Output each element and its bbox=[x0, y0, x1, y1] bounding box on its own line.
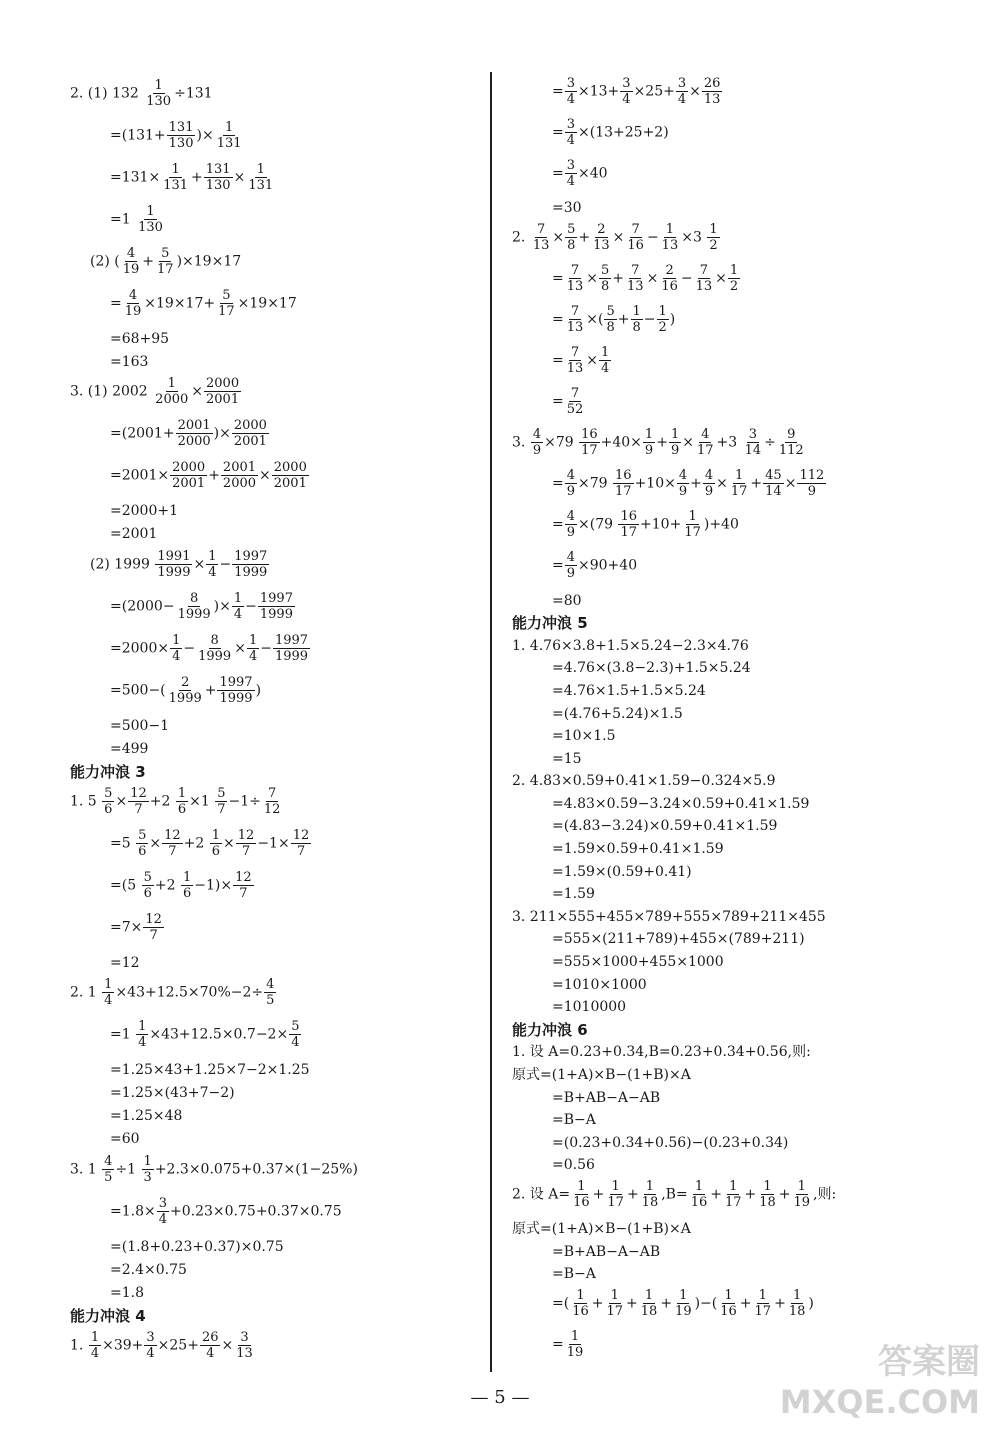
math-line: =B−A bbox=[552, 1112, 596, 1129]
fraction: $\frac{3}{14}$ bbox=[744, 427, 762, 459]
math-line: = $\frac{3}{4}$ ×(13+25+2) bbox=[552, 117, 669, 149]
fraction: $\frac{1}{17}$ bbox=[607, 1178, 624, 1210]
fraction: $\frac{1}{4}$ bbox=[172, 632, 181, 664]
fraction: $\frac{16}{17}$ bbox=[620, 509, 638, 541]
fraction: $\frac{3}{4}$ bbox=[622, 76, 631, 107]
fraction: $\frac{1}{17}$ bbox=[754, 1287, 772, 1319]
fraction: $\frac{1}{2000}$ bbox=[155, 376, 189, 408]
fraction: $\frac{1}{4}$ bbox=[138, 1019, 147, 1051]
math-line: =80 bbox=[552, 592, 582, 609]
fraction: $\frac{112}{9}$ bbox=[799, 468, 825, 500]
fraction: $\frac{4}{5}$ bbox=[266, 977, 275, 1009]
math-line: =60 bbox=[110, 1131, 140, 1148]
fraction: $\frac{8}{1999}$ bbox=[177, 590, 211, 622]
fraction: $\frac{1}{19}$ bbox=[566, 1328, 584, 1360]
fraction: $\frac{1}{13}$ bbox=[661, 221, 679, 253]
fraction: $\frac{1}{131}$ bbox=[248, 162, 274, 194]
fraction: $\frac{1}{16}$ bbox=[572, 1287, 589, 1319]
math-line: =0.56 bbox=[552, 1157, 595, 1174]
fraction: $\frac{2}{13}$ bbox=[593, 221, 610, 253]
fraction: $\frac{5}{6}$ bbox=[104, 785, 113, 817]
math-line: =(0.23+0.34+0.56)−(0.23+0.34) bbox=[552, 1134, 789, 1151]
fraction: $\frac{1991}{1999}$ bbox=[157, 548, 191, 580]
fraction: $\frac{1997}{1999}$ bbox=[274, 632, 309, 664]
fraction: $\frac{131}{130}$ bbox=[205, 162, 231, 194]
fraction: $\frac{2000}{2001}$ bbox=[273, 460, 307, 492]
math-line: 3. (1) 2002 $\frac{1}{2000}$ × $\frac{2000}{2001}$ bbox=[70, 376, 240, 408]
math-line: =1.59×(0.59+0.41) bbox=[552, 863, 692, 880]
fraction: $\frac{9}{112}$ bbox=[778, 427, 804, 459]
fraction: $\frac{7}{52}$ bbox=[566, 386, 584, 418]
math-line: =1.25×48 bbox=[110, 1108, 183, 1125]
math-line: = $\frac{3}{4}$ ×40 bbox=[552, 158, 608, 190]
math-line: =2000+1 bbox=[110, 503, 178, 520]
fraction: $\frac{4}{19}$ bbox=[124, 288, 142, 320]
fraction: $\frac{7}{13}$ bbox=[566, 303, 584, 335]
math-line: =2.4×0.75 bbox=[110, 1261, 187, 1278]
fraction: $\frac{4}{9}$ bbox=[566, 550, 576, 582]
fraction: $\frac{12}{7}$ bbox=[292, 827, 310, 859]
math-line: =15 bbox=[552, 750, 582, 767]
fraction: $\frac{5}{8}$ bbox=[567, 221, 576, 253]
fraction: $\frac{1}{16}$ bbox=[690, 1178, 708, 1210]
fraction: $\frac{5}{4}$ bbox=[291, 1019, 300, 1051]
math-line: =1 $\frac{1}{4}$ ×43+12.5×0.7−2× $\frac{5}{4}$ bbox=[110, 1019, 300, 1051]
fraction: $\frac{1}{18}$ bbox=[759, 1178, 776, 1210]
math-line: = $\frac{4}{9}$ ×(79 $\frac{16}{17}$ +10+ $\frac{1}{17}$ )+40 bbox=[552, 509, 739, 541]
fraction: $\frac{12}{7}$ bbox=[145, 911, 162, 943]
fraction: $\frac{1}{17}$ bbox=[730, 468, 748, 500]
fraction: $\frac{1}{17}$ bbox=[724, 1178, 742, 1210]
fraction: $\frac{5}{17}$ bbox=[218, 288, 235, 320]
fraction: $\frac{1}{9}$ bbox=[644, 427, 654, 459]
fraction: $\frac{2000}{2001}$ bbox=[172, 460, 206, 492]
math-line: 3. 1 $\frac{4}{5}$ ÷1 $\frac{1}{3}$ +2.3×0.075+0.37×(1−25%) bbox=[70, 1153, 358, 1185]
fraction: $\frac{26}{4}$ bbox=[201, 1329, 219, 1361]
watermark-logo: 答案圈 bbox=[878, 1342, 980, 1382]
fraction: $\frac{1}{4}$ bbox=[90, 1329, 100, 1361]
math-line: =1.59 bbox=[552, 886, 595, 903]
section-heading: 能力冲浪 3 bbox=[70, 762, 146, 781]
fraction: $\frac{1}{18}$ bbox=[640, 1287, 658, 1319]
fraction: $\frac{5}{7}$ bbox=[217, 785, 226, 817]
math-line: 2. 4.83×0.59+0.41×1.59−0.324×5.9 bbox=[512, 773, 776, 790]
fraction: $\frac{1997}{1999}$ bbox=[219, 674, 253, 706]
math-line: =1 $\frac{1}{130}$ bbox=[110, 204, 163, 236]
fraction: $\frac{7}{12}$ bbox=[263, 785, 281, 817]
math-line: 原式=(1+A)×B−(1+B)×A bbox=[512, 1067, 691, 1083]
math-line: 1. $\frac{1}{4}$ ×39+ $\frac{3}{4}$ ×25+ $\frac{26}{4}$ × $\frac{3}{13}$ bbox=[70, 1329, 253, 1361]
math-line: =(5 $\frac{5}{6}$ +2 $\frac{1}{6}$ −1)× $\frac{12}{7}$ bbox=[110, 869, 252, 901]
fraction: $\frac{1}{2}$ bbox=[709, 221, 718, 253]
fraction: $\frac{3}{13}$ bbox=[236, 1329, 253, 1361]
math-line: =4.76×1.5+1.5×5.24 bbox=[552, 682, 706, 699]
fraction: $\frac{2000}{2001}$ bbox=[206, 376, 240, 408]
math-line: 3. 211×555+455×789+555×789+211×455 bbox=[512, 908, 826, 925]
fraction: $\frac{1}{2}$ bbox=[658, 303, 667, 335]
fraction: $\frac{3}{4}$ bbox=[158, 1195, 168, 1227]
math-line: =B+AB−A−AB bbox=[552, 1243, 661, 1260]
math-line: =(2000− $\frac{8}{1999}$ )× $\frac{1}{4}$ − $\frac{1997}{1999}$ bbox=[110, 590, 293, 622]
fraction: $\frac{4}{19}$ bbox=[122, 246, 140, 278]
math-line: =163 bbox=[110, 354, 149, 371]
fraction: $\frac{16}{17}$ bbox=[615, 468, 632, 500]
fraction: $\frac{1}{16}$ bbox=[720, 1287, 737, 1319]
fraction: $\frac{1}{18}$ bbox=[641, 1178, 659, 1210]
math-line: = $\frac{7}{13}$ ×( $\frac{5}{8}$ + $\frac{1}{8}$ − $\frac{1}{2}$ ) bbox=[552, 303, 676, 335]
math-line: =B+AB−A−AB bbox=[552, 1089, 661, 1106]
math-line: 1. 5 $\frac{5}{6}$ × $\frac{12}{7}$ +2 $\frac{1}{6}$ ×1 $\frac{5}{7}$ −1÷ $\frac{7}{12}$ bbox=[70, 785, 281, 817]
fraction: $\frac{1}{4}$ bbox=[233, 590, 243, 622]
math-line: =68+95 bbox=[110, 331, 170, 348]
math-line: =1.8× $\frac{3}{4}$ +0.23×0.75+0.37×0.75 bbox=[110, 1195, 342, 1227]
math-line: =500−( $\frac{2}{1999}$ + $\frac{1997}{1999}$ ) bbox=[110, 674, 262, 706]
fraction: $\frac{5}{6}$ bbox=[138, 827, 147, 859]
math-line: =1.59×0.59+0.41×1.59 bbox=[552, 841, 724, 858]
math-line: = $\frac{4}{9}$ ×79 $\frac{16}{17}$ +10× $\frac{4}{9}$ + $\frac{4}{9}$ × $\frac{1}{17}$ + $\frac{45}{14}$ × $\frac{112}{9}$ bbox=[552, 468, 825, 500]
fraction: $\frac{2}{1999}$ bbox=[168, 674, 202, 706]
fraction: $\frac{2001}{2000}$ bbox=[177, 418, 211, 450]
math-line: =4.76×(3.8−2.3)+1.5×5.24 bbox=[552, 660, 751, 677]
fraction: $\frac{7}{13}$ bbox=[566, 345, 584, 377]
math-line: =(4.76+5.24)×1.5 bbox=[552, 705, 683, 722]
fraction: $\frac{1}{6}$ bbox=[182, 869, 192, 901]
math-line: =B−A bbox=[552, 1266, 596, 1283]
section-heading: 能力冲浪 5 bbox=[512, 614, 588, 633]
fraction: $\frac{5}{8}$ bbox=[601, 262, 610, 294]
math-line: 3. $\frac{4}{9}$ ×79 $\frac{16}{17}$ +40× $\frac{1}{9}$ + $\frac{1}{9}$ × $\frac{4}{17}$ +3 $\frac{3}{14}$ ÷ $\frac{9}{112}$ bbox=[512, 427, 804, 459]
fraction: $\frac{1}{6}$ bbox=[177, 785, 187, 817]
fraction: $\frac{7}{13}$ bbox=[532, 221, 550, 253]
math-line: =499 bbox=[110, 740, 149, 757]
fraction: $\frac{7}{16}$ bbox=[627, 221, 644, 253]
math-line: =30 bbox=[552, 200, 582, 217]
fraction: $\frac{12}{7}$ bbox=[164, 827, 181, 859]
fraction: $\frac{1}{8}$ bbox=[632, 303, 641, 335]
fraction: $\frac{3}{4}$ bbox=[566, 76, 576, 107]
fraction: $\frac{7}{13}$ bbox=[566, 262, 584, 294]
fraction: $\frac{12}{7}$ bbox=[130, 785, 147, 817]
math-line: =(2001+ $\frac{2001}{2000}$ )× $\frac{2000}{2001}$ bbox=[110, 418, 267, 450]
math-line: =555×(211+789)+455×(789+211) bbox=[552, 931, 805, 948]
fraction: $\frac{8}{1999}$ bbox=[198, 632, 232, 664]
math-line: =(1.8+0.23+0.37)×0.75 bbox=[110, 1238, 284, 1255]
math-line: (2) ( $\frac{4}{19}$ + $\frac{5}{17}$ )×19×17 bbox=[90, 246, 242, 278]
fraction: $\frac{1}{6}$ bbox=[211, 827, 221, 859]
math-line: = $\frac{3}{4}$ ×13+ $\frac{3}{4}$ ×25+ $\frac{3}{4}$ × $\frac{26}{13}$ bbox=[552, 76, 721, 107]
math-line: =1010×1000 bbox=[552, 976, 647, 993]
fraction: $\frac{3}{4}$ bbox=[146, 1329, 155, 1361]
fraction: $\frac{7}{13}$ bbox=[627, 262, 644, 294]
fraction: $\frac{1}{18}$ bbox=[788, 1287, 806, 1319]
math-line: =555×1000+455×1000 bbox=[552, 954, 724, 971]
fraction: $\frac{1}{4}$ bbox=[248, 632, 258, 664]
math-line: =5 $\frac{5}{6}$ × $\frac{12}{7}$ +2 $\frac{1}{6}$ × $\frac{12}{7}$ −1× $\frac{12}{7}$ bbox=[110, 827, 310, 859]
math-line: =7× $\frac{12}{7}$ bbox=[110, 911, 162, 943]
math-line: = $\frac{4}{19}$ ×19×17+ $\frac{5}{17}$ ×19×17 bbox=[110, 288, 297, 320]
fraction: $\frac{1}{4}$ bbox=[208, 548, 217, 580]
fraction: $\frac{4}{9}$ bbox=[566, 509, 576, 541]
fraction: $\frac{4}{5}$ bbox=[104, 1153, 113, 1185]
fraction: $\frac{1}{4}$ bbox=[601, 345, 610, 377]
math-line: 1. 设 A=0.23+0.34,B=0.23+0.34+0.56,则: bbox=[512, 1044, 811, 1061]
fraction: $\frac{1}{17}$ bbox=[606, 1287, 624, 1319]
fraction: $\frac{1997}{1999}$ bbox=[259, 590, 293, 622]
math-line: =500−1 bbox=[110, 717, 170, 734]
page-number: — 5 — bbox=[470, 1387, 530, 1408]
math-line: =10×1.5 bbox=[552, 728, 616, 745]
math-line: =1.8 bbox=[110, 1284, 144, 1301]
fraction: $\frac{3}{4}$ bbox=[566, 117, 576, 149]
fraction: $\frac{3}{4}$ bbox=[677, 76, 687, 107]
fraction: $\frac{12}{7}$ bbox=[237, 827, 255, 859]
math-line: 2. 设 A= $\frac{1}{16}$ + $\frac{1}{17}$ + $\frac{1}{18}$ ,B= $\frac{1}{16}$ + $\frac{1}{17}$ + $\frac{1}{18}$ + $\frac{1}{19}$ ,则: bbox=[512, 1178, 837, 1210]
math-line: = $\frac{4}{9}$ ×90+40 bbox=[552, 550, 638, 582]
fraction: $\frac{45}{14}$ bbox=[765, 468, 782, 500]
fraction: $\frac{1}{17}$ bbox=[684, 509, 701, 541]
fraction: $\frac{1}{19}$ bbox=[793, 1178, 811, 1210]
section-heading: 能力冲浪 6 bbox=[512, 1020, 588, 1039]
math-line: 原式=(1+A)×B−(1+B)×A bbox=[512, 1221, 691, 1238]
watermark-url: MXQE.COM bbox=[779, 1383, 980, 1421]
column-divider bbox=[490, 72, 492, 1372]
math-line: =( $\frac{1}{16}$ + $\frac{1}{17}$ + $\frac{1}{18}$ + $\frac{1}{19}$ )−( $\frac{1}{16}$ + $\frac{1}{17}$ + $\frac{1}{18}$ ) bbox=[552, 1287, 814, 1319]
fraction: $\frac{26}{13}$ bbox=[703, 76, 721, 107]
fraction: $\frac{2000}{2001}$ bbox=[233, 418, 267, 450]
fraction: $\frac{5}{6}$ bbox=[143, 869, 152, 901]
fraction: $\frac{7}{13}$ bbox=[695, 262, 713, 294]
fraction: $\frac{1}{19}$ bbox=[675, 1287, 692, 1319]
fraction: $\frac{12}{7}$ bbox=[235, 869, 252, 901]
fraction: $\frac{1}{16}$ bbox=[573, 1178, 590, 1210]
math-line: = $\frac{7}{13}$ × $\frac{1}{4}$ bbox=[552, 345, 610, 377]
fraction: $\frac{131}{130}$ bbox=[168, 120, 194, 151]
fraction: $\frac{4}{17}$ bbox=[696, 427, 714, 459]
section-heading: 能力冲浪 4 bbox=[70, 1306, 146, 1325]
math-line: =1.25×(43+7−2) bbox=[110, 1085, 235, 1102]
fraction: $\frac{5}{8}$ bbox=[606, 303, 615, 335]
math-line: =1010000 bbox=[552, 999, 627, 1016]
fraction: $\frac{1}{3}$ bbox=[143, 1153, 152, 1185]
fraction: $\frac{2001}{2000}$ bbox=[222, 460, 257, 492]
math-line: 2. (1) 132 $\frac{1}{130}$ ÷131 bbox=[70, 78, 213, 109]
fraction: $\frac{4}{9}$ bbox=[566, 468, 576, 500]
math-line: 2. $\frac{7}{13}$ × $\frac{5}{8}$ + $\frac{2}{13}$ × $\frac{7}{16}$ − $\frac{1}{13}$ ×3 $\frac{1}{2}$ bbox=[512, 221, 718, 253]
fraction: $\frac{4}{9}$ bbox=[532, 427, 542, 459]
math-line: =4.83×0.59−3.24×0.59+0.41×1.59 bbox=[552, 795, 810, 812]
math-line: = $\frac{7}{13}$ × $\frac{5}{8}$ + $\frac{7}{13}$ × $\frac{2}{16}$ − $\frac{7}{13}$ × $\frac{1}{2}$ bbox=[552, 262, 739, 294]
math-line: =(131+ $\frac{131}{130}$ )× $\frac{1}{131}$ bbox=[110, 120, 242, 151]
fraction: $\frac{4}{9}$ bbox=[678, 468, 688, 500]
fraction: $\frac{2}{16}$ bbox=[661, 262, 678, 294]
math-line: 1. 4.76×3.8+1.5×5.24−2.3×4.76 bbox=[512, 637, 749, 654]
math-line: (2) 1999 $\frac{1991}{1999}$ × $\frac{1}{4}$ − $\frac{1997}{1999}$ bbox=[90, 548, 268, 580]
math-line: =131× $\frac{1}{131}$ + $\frac{131}{130}$ × $\frac{1}{131}$ bbox=[110, 162, 274, 194]
math-line: = $\frac{7}{52}$ bbox=[552, 386, 584, 418]
math-line: =(4.83−3.24)×0.59+0.41×1.59 bbox=[552, 818, 778, 835]
fraction: $\frac{3}{4}$ bbox=[566, 158, 576, 190]
fraction: $\frac{1}{2}$ bbox=[729, 262, 739, 294]
math-line: =2001 bbox=[110, 526, 158, 543]
math-line: 2. 1 $\frac{1}{4}$ ×43+12.5×70%−2÷ $\frac{4}{5}$ bbox=[70, 977, 275, 1009]
math-line: =12 bbox=[110, 954, 140, 971]
math-line: =2000× $\frac{1}{4}$ − $\frac{8}{1999}$ × $\frac{1}{4}$ − $\frac{1997}{1999}$ bbox=[110, 632, 309, 664]
fraction: $\frac{1997}{1999}$ bbox=[234, 548, 268, 580]
fraction: $\frac{1}{130}$ bbox=[146, 78, 172, 109]
fraction: $\frac{5}{17}$ bbox=[157, 246, 174, 278]
fraction: $\frac{1}{131}$ bbox=[163, 162, 189, 194]
math-line: =1.25×43+1.25×7−2×1.25 bbox=[110, 1062, 310, 1079]
fraction: $\frac{1}{131}$ bbox=[216, 120, 242, 151]
math-line: =2001× $\frac{2000}{2001}$ + $\frac{2001}{2000}$ × $\frac{2000}{2001}$ bbox=[110, 460, 307, 492]
fraction: $\frac{16}{17}$ bbox=[581, 427, 598, 459]
fraction: $\frac{4}{9}$ bbox=[704, 468, 714, 500]
math-line: = $\frac{1}{19}$ bbox=[552, 1328, 584, 1360]
fraction: $\frac{1}{130}$ bbox=[138, 204, 163, 236]
fraction: $\frac{1}{4}$ bbox=[104, 977, 113, 1009]
fraction: $\frac{1}{9}$ bbox=[670, 427, 680, 459]
